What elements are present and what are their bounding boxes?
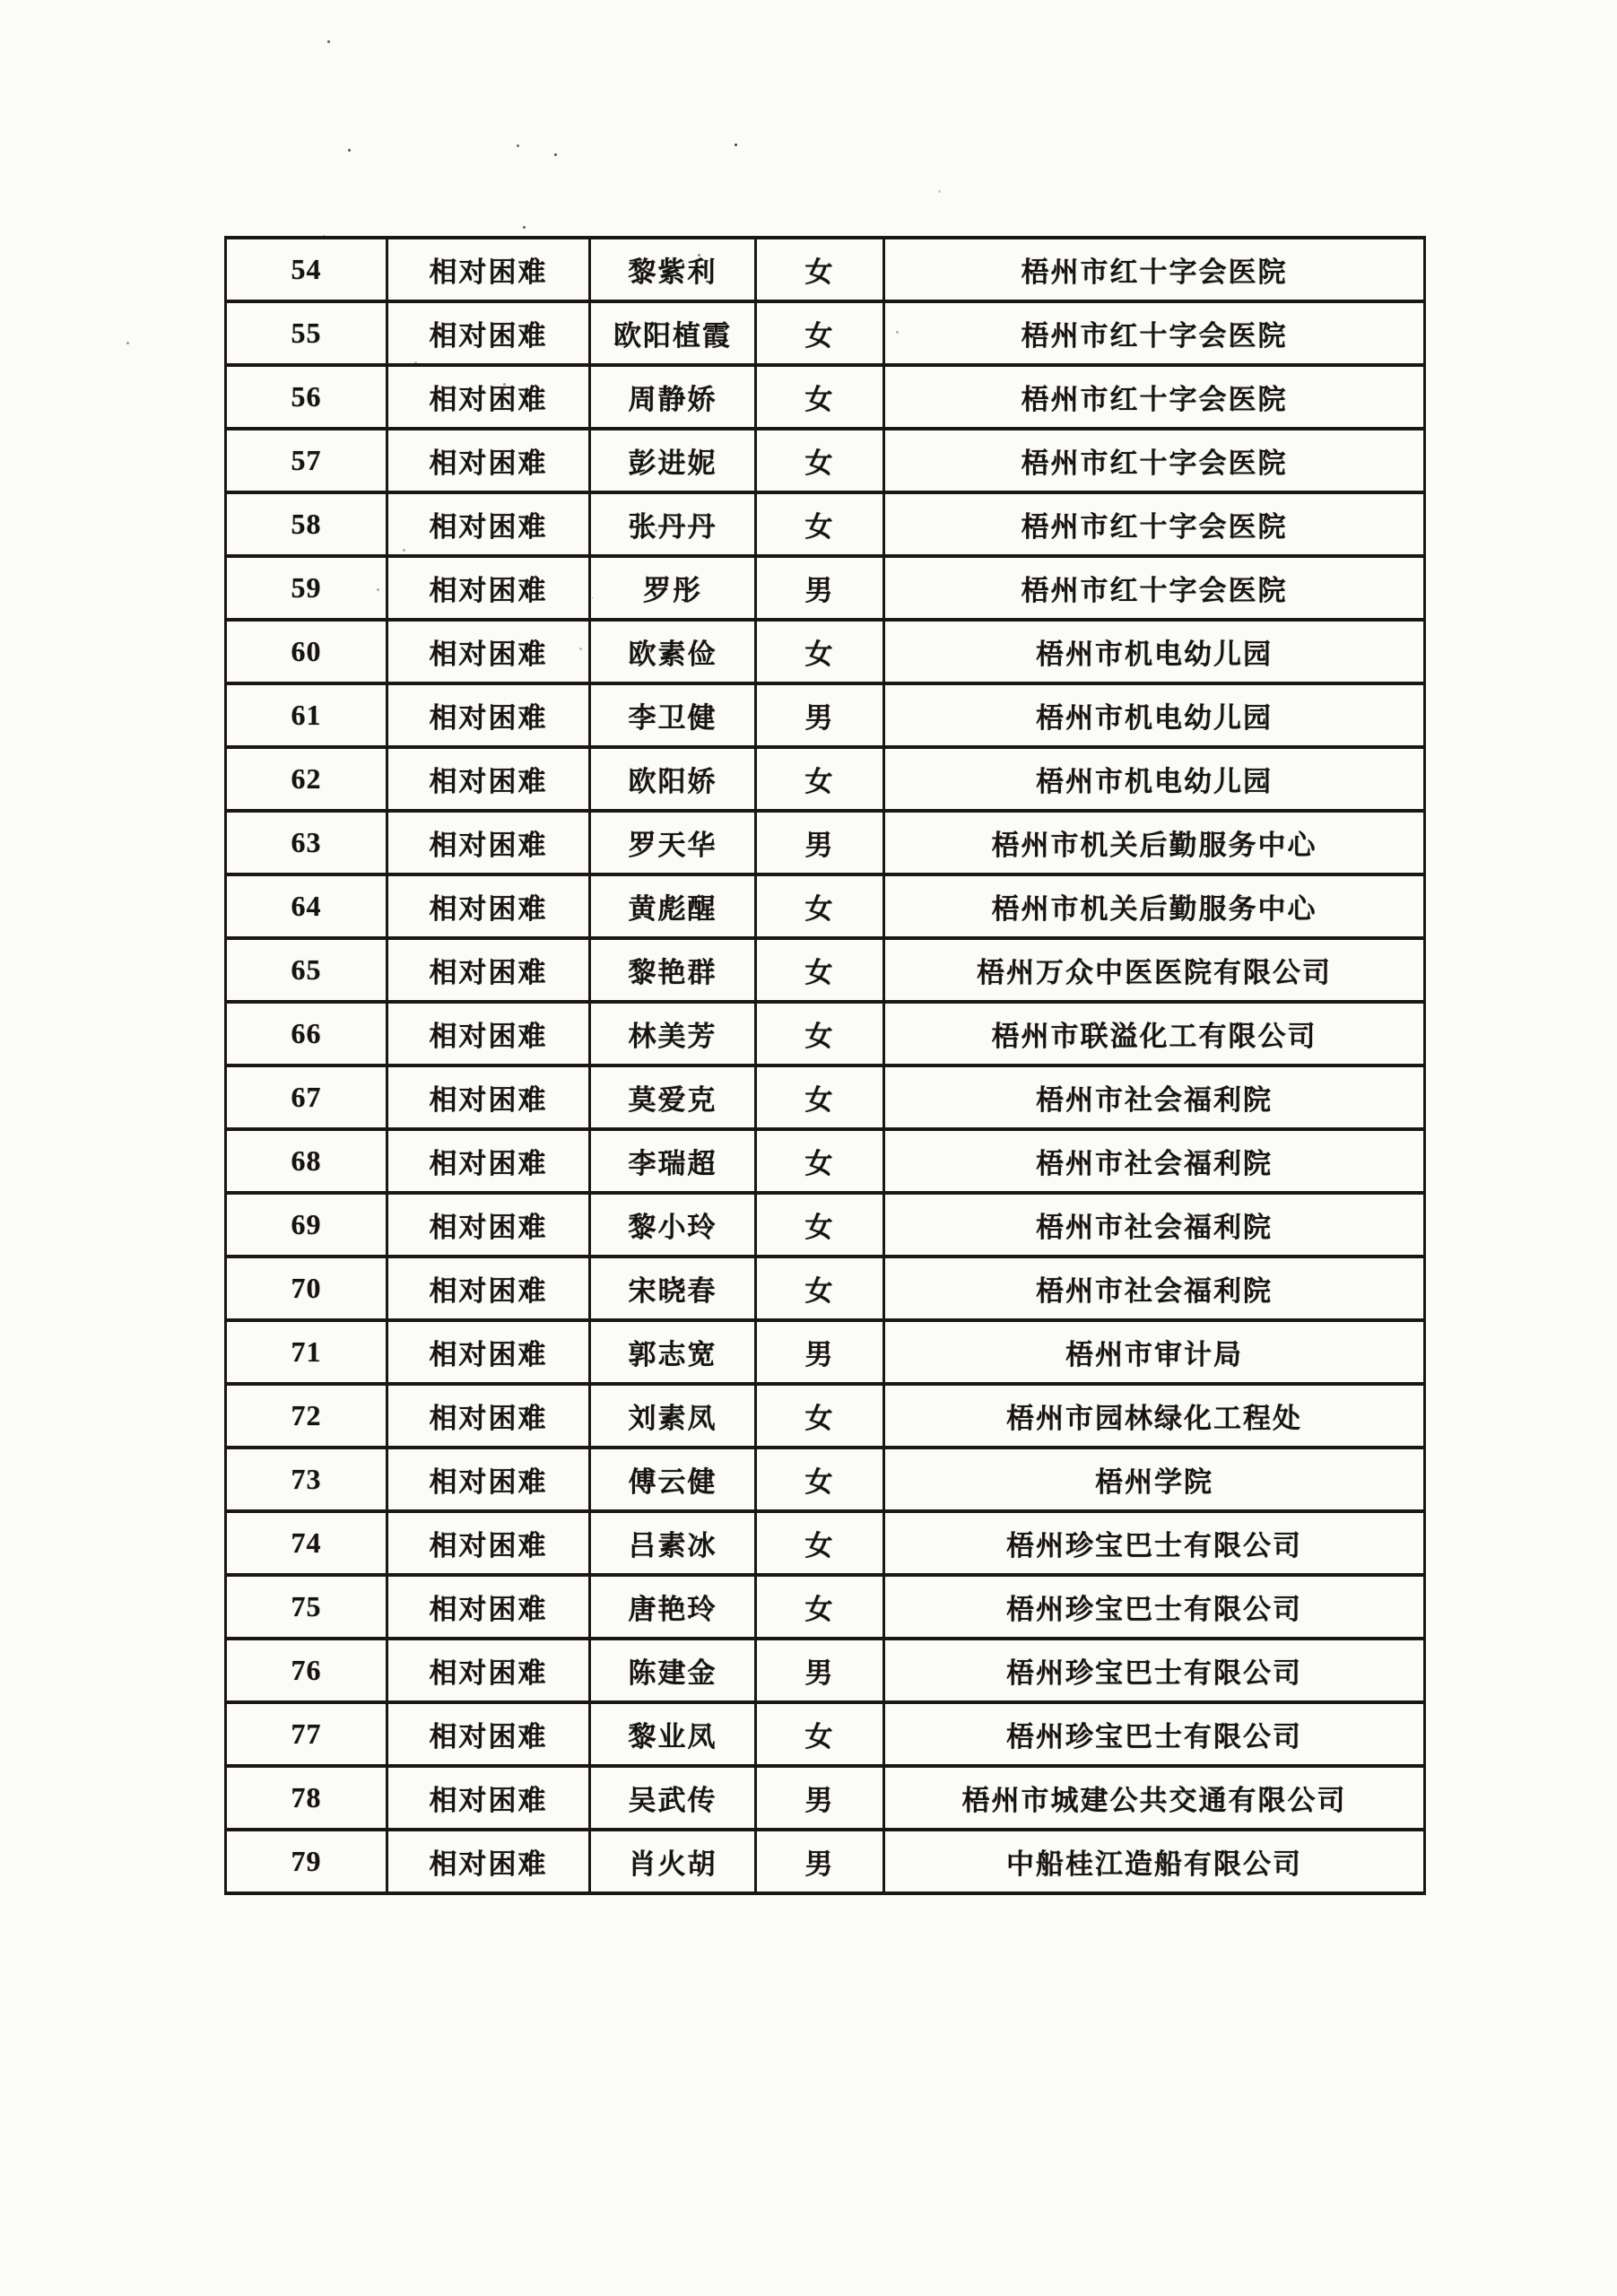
row-number-cell: 62: [226, 747, 387, 811]
table-row: [226, 1257, 1425, 1320]
gender-cell: 男: [756, 811, 884, 874]
row-number-cell: 66: [226, 1002, 387, 1065]
table-row: [226, 811, 1425, 874]
table-row: [226, 365, 1425, 429]
gender-cell: 女: [756, 365, 884, 429]
difficulty-status-cell: 相对困难: [387, 747, 590, 811]
person-name-cell: 刘素凤: [590, 1384, 756, 1448]
work-unit-cell: 梧州市机关后勤服务中心: [884, 811, 1425, 874]
work-unit-cell: 梧州珍宝巴士有限公司: [884, 1639, 1425, 1702]
work-unit-cell: 梧州珍宝巴士有限公司: [884, 1511, 1425, 1575]
gender-cell: 女: [756, 1575, 884, 1639]
person-name-cell: 黎业凤: [590, 1702, 756, 1766]
person-name-cell: 黎艳群: [590, 938, 756, 1002]
work-unit-cell: 梧州市机关后勤服务中心: [884, 874, 1425, 938]
row-number-cell: 70: [226, 1257, 387, 1320]
work-unit-cell: 梧州市机电幼儿园: [884, 683, 1425, 747]
table-row: [226, 1639, 1425, 1702]
gender-cell: 女: [756, 238, 884, 301]
table-row: [226, 1575, 1425, 1639]
difficulty-status-cell: 相对困难: [387, 1193, 590, 1257]
person-name-cell: 吕素冰: [590, 1511, 756, 1575]
person-name-cell: 罗天华: [590, 811, 756, 874]
gender-cell: 女: [756, 747, 884, 811]
difficulty-status-cell: 相对困难: [387, 1129, 590, 1193]
row-number-cell: 77: [226, 1702, 387, 1766]
gender-cell: 女: [756, 429, 884, 492]
table-row: [226, 301, 1425, 365]
table-row: [226, 683, 1425, 747]
person-name-cell: 傅云健: [590, 1448, 756, 1511]
table-row: [226, 556, 1425, 620]
work-unit-cell: 梧州市红十字会医院: [884, 301, 1425, 365]
person-name-cell: 林美芳: [590, 1002, 756, 1065]
difficulty-status-cell: 相对困难: [387, 556, 590, 620]
difficulty-status-cell: 相对困难: [387, 1384, 590, 1448]
table-row: [226, 1511, 1425, 1575]
person-name-cell: 欧素俭: [590, 620, 756, 683]
roster-table: [224, 236, 1426, 1895]
person-name-cell: 莫爱克: [590, 1065, 756, 1129]
work-unit-cell: 梧州市联溢化工有限公司: [884, 1002, 1425, 1065]
table-row: [226, 620, 1425, 683]
work-unit-cell: 梧州市红十字会医院: [884, 365, 1425, 429]
work-unit-cell: 梧州市红十字会医院: [884, 238, 1425, 301]
difficulty-status-cell: 相对困难: [387, 365, 590, 429]
table-row: [226, 1193, 1425, 1257]
table-row: [226, 1384, 1425, 1448]
person-name-cell: 黄彪醒: [590, 874, 756, 938]
difficulty-status-cell: 相对困难: [387, 874, 590, 938]
work-unit-cell: 梧州市社会福利院: [884, 1193, 1425, 1257]
row-number-cell: 67: [226, 1065, 387, 1129]
work-unit-cell: 梧州市红十字会医院: [884, 492, 1425, 556]
row-number-cell: 76: [226, 1639, 387, 1702]
person-name-cell: 郭志宽: [590, 1320, 756, 1384]
gender-cell: 男: [756, 1320, 884, 1384]
person-name-cell: 罗彤: [590, 556, 756, 620]
person-name-cell: 唐艳玲: [590, 1575, 756, 1639]
difficulty-status-cell: 相对困难: [387, 1766, 590, 1830]
difficulty-status-cell: 相对困难: [387, 620, 590, 683]
row-number-cell: 63: [226, 811, 387, 874]
person-name-cell: 李瑞超: [590, 1129, 756, 1193]
person-name-cell: 李卫健: [590, 683, 756, 747]
person-name-cell: 肖火胡: [590, 1830, 756, 1893]
table-row: [226, 492, 1425, 556]
row-number-cell: 72: [226, 1384, 387, 1448]
work-unit-cell: 梧州学院: [884, 1448, 1425, 1511]
person-name-cell: 宋晓春: [590, 1257, 756, 1320]
table-row: [226, 1830, 1425, 1893]
table-row: [226, 1129, 1425, 1193]
scan-noise-speckles: [0, 0, 3, 3]
work-unit-cell: 梧州市审计局: [884, 1320, 1425, 1384]
difficulty-status-cell: 相对困难: [387, 1830, 590, 1893]
gender-cell: 男: [756, 1830, 884, 1893]
difficulty-status-cell: 相对困难: [387, 1002, 590, 1065]
work-unit-cell: 梧州市机电幼儿园: [884, 747, 1425, 811]
difficulty-status-cell: 相对困难: [387, 811, 590, 874]
work-unit-cell: 梧州市园林绿化工程处: [884, 1384, 1425, 1448]
row-number-cell: 64: [226, 874, 387, 938]
gender-cell: 女: [756, 1702, 884, 1766]
gender-cell: 女: [756, 1257, 884, 1320]
row-number-cell: 57: [226, 429, 387, 492]
row-number-cell: 54: [226, 238, 387, 301]
table-row: [226, 1448, 1425, 1511]
work-unit-cell: 梧州市社会福利院: [884, 1257, 1425, 1320]
work-unit-cell: 梧州珍宝巴士有限公司: [884, 1702, 1425, 1766]
row-number-cell: 71: [226, 1320, 387, 1384]
difficulty-status-cell: 相对困难: [387, 1575, 590, 1639]
row-number-cell: 59: [226, 556, 387, 620]
gender-cell: 女: [756, 1384, 884, 1448]
row-number-cell: 79: [226, 1830, 387, 1893]
gender-cell: 女: [756, 1193, 884, 1257]
gender-cell: 女: [756, 1002, 884, 1065]
difficulty-status-cell: 相对困难: [387, 492, 590, 556]
gender-cell: 男: [756, 683, 884, 747]
row-number-cell: 61: [226, 683, 387, 747]
table-row: [226, 1702, 1425, 1766]
person-name-cell: 欧阳植霞: [590, 301, 756, 365]
gender-cell: 女: [756, 874, 884, 938]
work-unit-cell: 梧州市机电幼儿园: [884, 620, 1425, 683]
row-number-cell: 69: [226, 1193, 387, 1257]
work-unit-cell: 梧州市城建公共交通有限公司: [884, 1766, 1425, 1830]
person-name-cell: 黎紫利: [590, 238, 756, 301]
person-name-cell: 彭进妮: [590, 429, 756, 492]
person-name-cell: 周静娇: [590, 365, 756, 429]
person-name-cell: 张丹丹: [590, 492, 756, 556]
gender-cell: 女: [756, 1448, 884, 1511]
gender-cell: 女: [756, 1129, 884, 1193]
row-number-cell: 74: [226, 1511, 387, 1575]
gender-cell: 女: [756, 1065, 884, 1129]
table-row: [226, 874, 1425, 938]
person-name-cell: 陈建金: [590, 1639, 756, 1702]
difficulty-status-cell: 相对困难: [387, 1065, 590, 1129]
person-name-cell: 欧阳娇: [590, 747, 756, 811]
row-number-cell: 75: [226, 1575, 387, 1639]
gender-cell: 女: [756, 1511, 884, 1575]
row-number-cell: 56: [226, 365, 387, 429]
work-unit-cell: 梧州市红十字会医院: [884, 556, 1425, 620]
table-row: [226, 1002, 1425, 1065]
work-unit-cell: 中船桂江造船有限公司: [884, 1830, 1425, 1893]
difficulty-status-cell: 相对困难: [387, 1702, 590, 1766]
difficulty-status-cell: 相对困难: [387, 1257, 590, 1320]
gender-cell: 女: [756, 938, 884, 1002]
difficulty-status-cell: 相对困难: [387, 683, 590, 747]
table-row: [226, 938, 1425, 1002]
table-row: [226, 429, 1425, 492]
gender-cell: 女: [756, 492, 884, 556]
row-number-cell: 78: [226, 1766, 387, 1830]
table-row: [226, 1065, 1425, 1129]
work-unit-cell: 梧州市社会福利院: [884, 1065, 1425, 1129]
table-row: [226, 1766, 1425, 1830]
difficulty-status-cell: 相对困难: [387, 1448, 590, 1511]
gender-cell: 女: [756, 301, 884, 365]
row-number-cell: 60: [226, 620, 387, 683]
work-unit-cell: 梧州万众中医医院有限公司: [884, 938, 1425, 1002]
row-number-cell: 58: [226, 492, 387, 556]
person-name-cell: 黎小玲: [590, 1193, 756, 1257]
difficulty-status-cell: 相对困难: [387, 429, 590, 492]
gender-cell: 男: [756, 556, 884, 620]
difficulty-status-cell: 相对困难: [387, 238, 590, 301]
difficulty-status-cell: 相对困难: [387, 1511, 590, 1575]
row-number-cell: 65: [226, 938, 387, 1002]
difficulty-status-cell: 相对困难: [387, 1320, 590, 1384]
row-number-cell: 68: [226, 1129, 387, 1193]
table-row: [226, 238, 1425, 301]
gender-cell: 女: [756, 620, 884, 683]
person-name-cell: 吴武传: [590, 1766, 756, 1830]
difficulty-status-cell: 相对困难: [387, 938, 590, 1002]
gender-cell: 男: [756, 1639, 884, 1702]
work-unit-cell: 梧州市社会福利院: [884, 1129, 1425, 1193]
gender-cell: 男: [756, 1766, 884, 1830]
work-unit-cell: 梧州珍宝巴士有限公司: [884, 1575, 1425, 1639]
work-unit-cell: 梧州市红十字会医院: [884, 429, 1425, 492]
table-row: [226, 1320, 1425, 1384]
difficulty-status-cell: 相对困难: [387, 301, 590, 365]
row-number-cell: 73: [226, 1448, 387, 1511]
difficulty-status-cell: 相对困难: [387, 1639, 590, 1702]
roster-table-body: [226, 238, 1425, 1893]
table-row: [226, 747, 1425, 811]
row-number-cell: 55: [226, 301, 387, 365]
